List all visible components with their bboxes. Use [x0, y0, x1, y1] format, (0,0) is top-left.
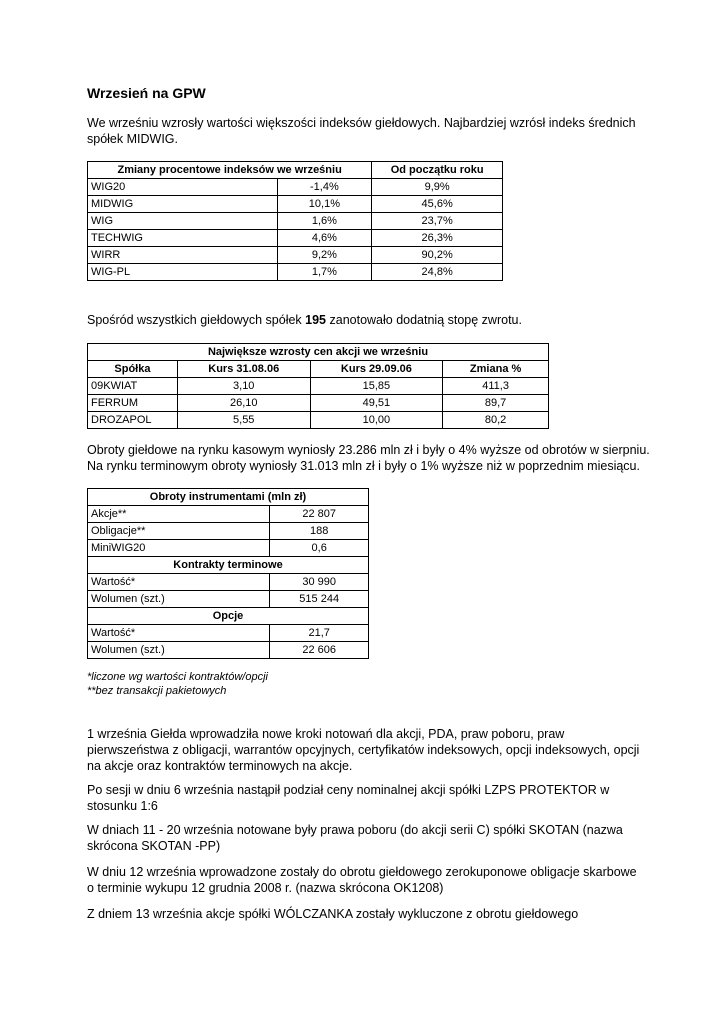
stocks-count: 195 [305, 313, 327, 327]
table-cell: WIG-PL [88, 264, 278, 281]
footnotes [87, 670, 268, 698]
table-cell: WIG20 [88, 179, 278, 196]
table-row [88, 395, 549, 412]
table-cell: 26,3% [372, 230, 503, 247]
table-cell: 30 990 [270, 574, 369, 591]
table-row [88, 625, 369, 642]
table-cell: WIG [88, 213, 278, 230]
page-title: Wrzesień na GPW [87, 85, 206, 101]
table-cell: 5,55 [177, 412, 310, 429]
table-title-row [88, 344, 549, 361]
turnover-table [87, 488, 369, 659]
table-row [88, 523, 369, 540]
section-row [88, 557, 369, 574]
table-cell: 21,7 [270, 625, 369, 642]
table-cell: 89,7 [443, 395, 549, 412]
table-cell: 515 244 [270, 591, 369, 608]
footnote: *liczone wg wartości kontraktów/opcji [87, 671, 268, 683]
indices-table [87, 161, 503, 281]
table-header-row [88, 162, 503, 179]
table-row [88, 540, 369, 557]
table-row [88, 196, 503, 213]
table-cell: 1,6% [277, 213, 372, 230]
table-cell: 4,6% [277, 230, 372, 247]
table-cell: Wartość* [88, 625, 270, 642]
table-cell: 22 807 [270, 506, 369, 523]
table-row [88, 574, 369, 591]
table-row [88, 264, 503, 281]
table-cell: FERRUM [88, 395, 178, 412]
table-row [88, 642, 369, 659]
table-cell: 90,2% [372, 247, 503, 264]
table-row [88, 247, 503, 264]
table-cell: Obligacje** [88, 523, 270, 540]
table-cell: WIRR [88, 247, 278, 264]
stocks-sentence-before: Spośród wszystkich giełdowych spółek [87, 313, 306, 327]
indices-header-change: Zmiany procentowe indeksów we wrześniu [88, 162, 372, 179]
table-row [88, 179, 503, 196]
table-cell: 9,9% [372, 179, 503, 196]
table-cell: 22 606 [270, 642, 369, 659]
paragraph-split: Po sesji w dniu 6 września nastąpił podział ceny nominalnej akcji spółki LZPS PROTEKTOR w stosunku 1:6 [87, 783, 610, 813]
table-cell: Wolumen (szt.) [88, 591, 270, 608]
table-cell: DROZAPOL [88, 412, 178, 429]
table-cell: 26,10 [177, 395, 310, 412]
table-cell: Wolumen (szt.) [88, 642, 270, 659]
table-cell: 1,7% [277, 264, 372, 281]
turnover-title: Obroty instrumentami (mln zł) [88, 489, 369, 506]
table-cell: 9,2% [277, 247, 372, 264]
stocks-sentence [87, 312, 522, 328]
table-cell: 23,7% [372, 213, 503, 230]
table-cell: 45,6% [372, 196, 503, 213]
paragraph-rights: W dniach 11 - 20 września notowane były prawa poboru (do akcji serii C) spółki SKOTAN (nazwa skrócona SKOTAN -PP) [87, 823, 623, 853]
table-row [88, 213, 503, 230]
top-gainers-table [87, 343, 549, 429]
table-cell: 188 [270, 523, 369, 540]
table-cell: 80,2 [443, 412, 549, 429]
table-row [88, 412, 549, 429]
col-header-change: Zmiana % [443, 361, 549, 378]
section-futures: Kontrakty terminowe [88, 557, 369, 574]
footnote: **bez transakcji pakietowych [87, 685, 227, 697]
table-header-row [88, 361, 549, 378]
table-row [88, 591, 369, 608]
top-gainers-title: Największe wzrosty cen akcji we wrześniu [88, 344, 549, 361]
table-cell: -1,4% [277, 179, 372, 196]
section-options: Opcje [88, 608, 369, 625]
table-title-row [88, 489, 369, 506]
col-header-price-sep: Kurs 29.09.06 [310, 361, 443, 378]
section-row [88, 608, 369, 625]
turnover-paragraph: Obroty giełdowe na rynku kasowym wyniosły 23.286 mln zł i były o 4% wyższe od obrotów w sierpniu. Na rynku terminowym obroty wyniosły 31.013 mln zł i były o 1% wyższe niż w poprzednim miesiącu. [87, 443, 650, 473]
table-cell: MiniWIG20 [88, 540, 270, 557]
table-cell: MIDWIG [88, 196, 278, 213]
table-row [88, 378, 549, 395]
stocks-sentence-after: zanotowało dodatnią stopę zwrotu. [326, 313, 522, 327]
table-cell: 10,00 [310, 412, 443, 429]
table-cell: 49,51 [310, 395, 443, 412]
table-cell: Wartość* [88, 574, 270, 591]
paragraph-exclusion: Z dniem 13 września akcje spółki WÓLCZANKA zostały wykluczone z obrotu giełdowego [87, 907, 579, 921]
table-cell: 0,6 [270, 540, 369, 557]
table-row [88, 230, 503, 247]
intro-paragraph: We wrześniu wzrosły wartości większości indeksów giełdowych. Najbardziej wzrósł indeks średnich spółek MIDWIG. [87, 116, 636, 146]
col-header-price-aug: Kurs 31.08.06 [177, 361, 310, 378]
table-cell: 15,85 [310, 378, 443, 395]
paragraph-bonds: W dniu 12 września wprowadzone zostały do obrotu giełdowego zerokuponowe obligacje skarbowe o terminie wykupu 12 grudnia 2008 r. (nazwa skrócona OK1208) [87, 865, 637, 895]
table-cell: TECHWIG [88, 230, 278, 247]
table-cell: 411,3 [443, 378, 549, 395]
table-cell: 3,10 [177, 378, 310, 395]
indices-header-ytd: Od początku roku [372, 162, 503, 179]
table-cell: 09KWIAT [88, 378, 178, 395]
col-header-company: Spółka [88, 361, 178, 378]
table-cell: Akcje** [88, 506, 270, 523]
table-cell: 24,8% [372, 264, 503, 281]
paragraph-steps: 1 września Giełda wprowadziła nowe kroki notowań dla akcji, PDA, praw poboru, praw pierwszeństwa z obligacji, warrantów opcyjnych, certyfikatów indeksowych, opcji indeksowych, opcji na akcje oraz kontraktów terminowych na akcje. [87, 727, 640, 773]
table-cell: 10,1% [277, 196, 372, 213]
table-row [88, 506, 369, 523]
